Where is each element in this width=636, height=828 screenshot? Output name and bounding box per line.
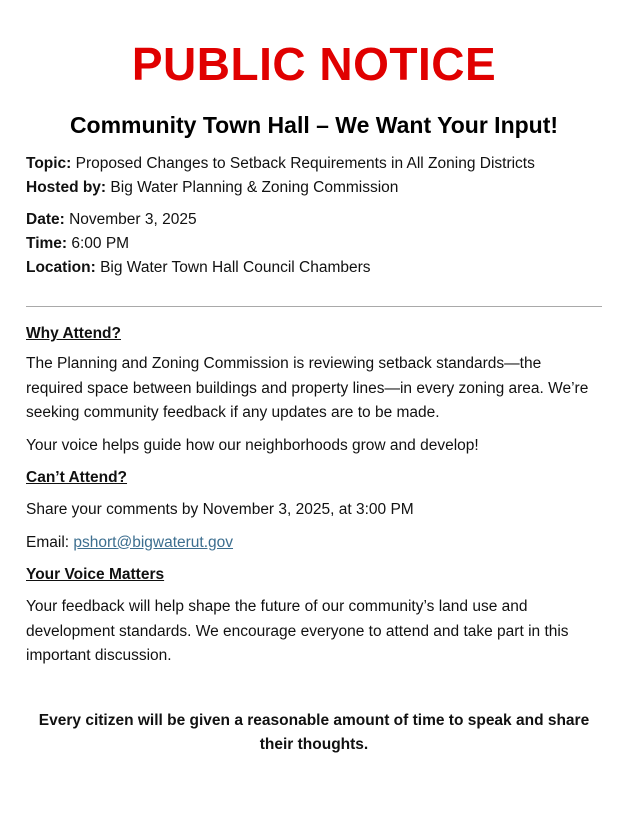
why-attend-paragraph: The Planning and Zoning Commission is reviewing setback standards—the required space between buildings and property lines—in every zoning area. We’re seeking community feedback if any updates are to be made. <box>26 355 589 421</box>
event-details-primary <box>26 152 602 200</box>
voice-guides-paragraph: Your voice helps guide how our neighborhoods grow and develop! <box>26 436 479 454</box>
event-subtitle: Community Town Hall – We Want Your Input! <box>69 112 559 138</box>
cant-attend-heading: Can’t Attend? <box>26 469 128 486</box>
event-details-schedule <box>26 208 602 280</box>
time-label: Time: <box>26 235 68 252</box>
topic-label: Topic: <box>26 155 72 172</box>
comment-deadline-paragraph: Share your comments by November 3, 2025, at 3:00 PM <box>26 501 414 518</box>
closing-statement: Every citizen will be given a reasonable amount of time to speak and share their thoughts. <box>38 711 590 753</box>
topic-row <box>26 152 602 176</box>
voice-matters-heading: Your Voice Matters <box>26 566 165 583</box>
email-link[interactable]: pshort@bigwaterut.gov <box>73 533 234 551</box>
host-row <box>26 176 602 200</box>
host-value: Big Water Planning & Zoning Commission <box>110 179 399 196</box>
time-value: 6:00 PM <box>71 235 130 252</box>
topic-value: Proposed Changes to Setback Requirements in All Zoning Districts <box>75 155 535 172</box>
time-row <box>26 232 602 256</box>
voice-matters-paragraph: Your feedback will help shape the future of our community’s land use and development standards. We encourage everyone to attend and take part in this important discussion. <box>26 598 569 664</box>
date-label: Date: <box>26 211 65 228</box>
date-row <box>26 208 602 232</box>
notice-title: PUBLIC NOTICE <box>131 38 497 90</box>
section-divider <box>26 306 602 307</box>
date-value: November 3, 2025 <box>69 211 197 228</box>
why-attend-heading: Why Attend? <box>26 325 121 342</box>
location-value: Big Water Town Hall Council Chambers <box>100 259 371 276</box>
location-row <box>26 256 602 280</box>
location-label: Location: <box>26 259 96 276</box>
email-label: Email: <box>26 533 70 551</box>
email-row <box>26 531 602 556</box>
host-label: Hosted by: <box>26 179 107 196</box>
